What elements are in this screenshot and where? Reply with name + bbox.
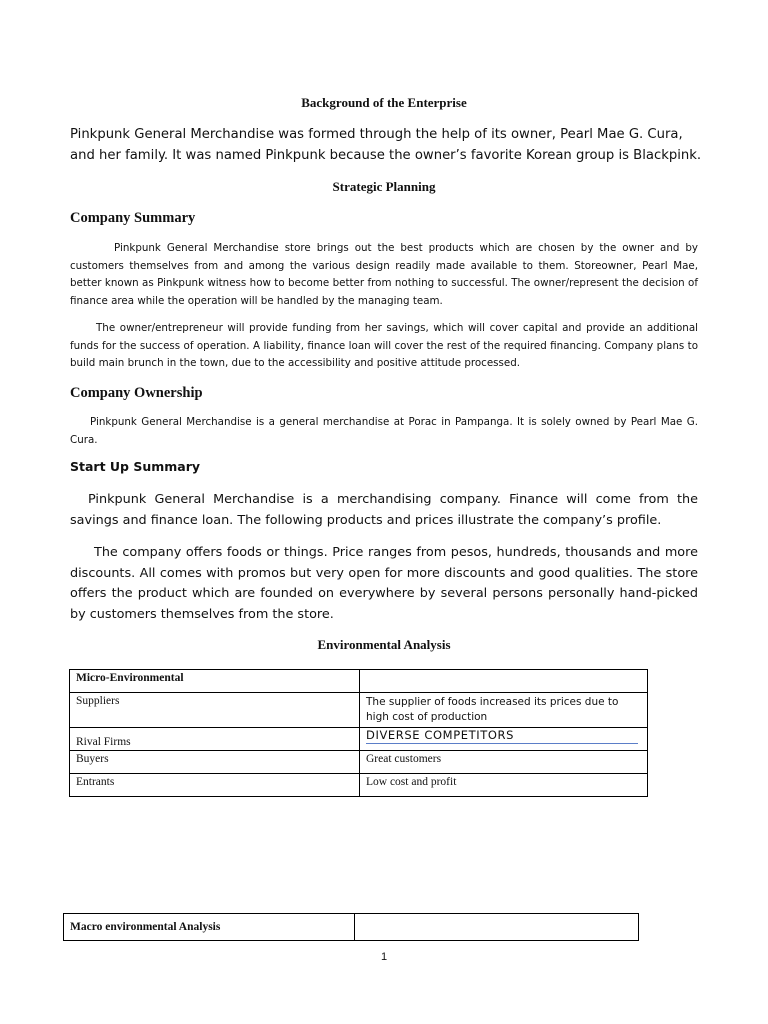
background-heading: Background of the Enterprise	[301, 95, 467, 110]
strategic-planning-heading: Strategic Planning	[332, 179, 436, 194]
table-header-empty-cell	[355, 914, 639, 941]
factor-cell: Buyers	[70, 751, 360, 774]
detail-cell: The supplier of foods increased its prices due to high cost of production	[360, 693, 648, 728]
factor-cell: Suppliers	[70, 693, 360, 728]
company-ownership-paragraph: Pinkpunk General Merchandise is a general merchandise at Porac in Pampanga. It is solely owned by Pearl Mae G. Cura.	[70, 416, 698, 446]
table-row	[70, 693, 648, 728]
table-row	[70, 751, 648, 774]
startup-summary-heading: Start Up Summary	[70, 459, 201, 474]
factor-cell: Entrants	[70, 774, 360, 797]
table-header-empty-cell	[360, 670, 648, 693]
company-ownership-heading: Company Ownership	[70, 385, 203, 401]
startup-summary-paragraph-1: Pinkpunk General Merchandise is a merchandising company. Finance will come from the savings and finance loan. The following products and prices illustrate the company’s profile.	[70, 492, 698, 528]
page-number: 1	[380, 951, 388, 963]
table-row	[70, 774, 648, 797]
environmental-analysis-heading: Environmental Analysis	[317, 637, 451, 652]
table-header-row	[64, 914, 639, 941]
company-summary-paragraph-1: Pinkpunk General Merchandise store brings out the best products which are chosen by the owner and by customers themselves from and among the various design readily made available to them. Storeowner, Pearl Mae, better known as Pinkpunk witness how to become better from nothing to successful. The owner/represent the decision of finance area while the operation will be handled by the managing team.	[70, 242, 698, 307]
company-summary-paragraph-2: The owner/entrepreneur will provide funding from her savings, which will cover capital and provide an additional funds for the success of operation. A liability, finance loan will cover the rest of the required financing. Company plans to build main brunch in the town, due to the accessibility and positive attitude processed.	[70, 322, 698, 369]
detail-cell: Great customers	[360, 751, 648, 774]
table-row	[70, 728, 648, 751]
table-header-row	[70, 670, 648, 693]
detail-cell: Low cost and profit	[360, 774, 648, 797]
macro-environmental-table	[63, 913, 639, 941]
macro-environmental-header: Macro environmental Analysis	[64, 914, 355, 941]
startup-summary-paragraph-2: The company offers foods or things. Price ranges from pesos, hundreds, thousands and more discounts. All comes with promos but very open for more discounts and good qualities. The store offers the product which are founded on everywhere by several persons personally hand-picked by customers themselves from the store.	[70, 545, 698, 622]
detail-cell	[360, 728, 648, 751]
diverse-competitors-text: DIVERSE COMPETITORS	[366, 728, 638, 744]
background-paragraph: Pinkpunk General Merchandise was formed through the help of its owner, Pearl Mae G. Cura, and her family. It was named Pinkpunk because the owner’s favorite Korean group is Blackpink.	[70, 127, 702, 163]
micro-environmental-header: Micro-Environmental	[70, 670, 360, 693]
micro-environmental-table	[69, 669, 648, 797]
company-summary-heading: Company Summary	[70, 210, 196, 226]
factor-cell: Rival Firms	[70, 728, 360, 751]
